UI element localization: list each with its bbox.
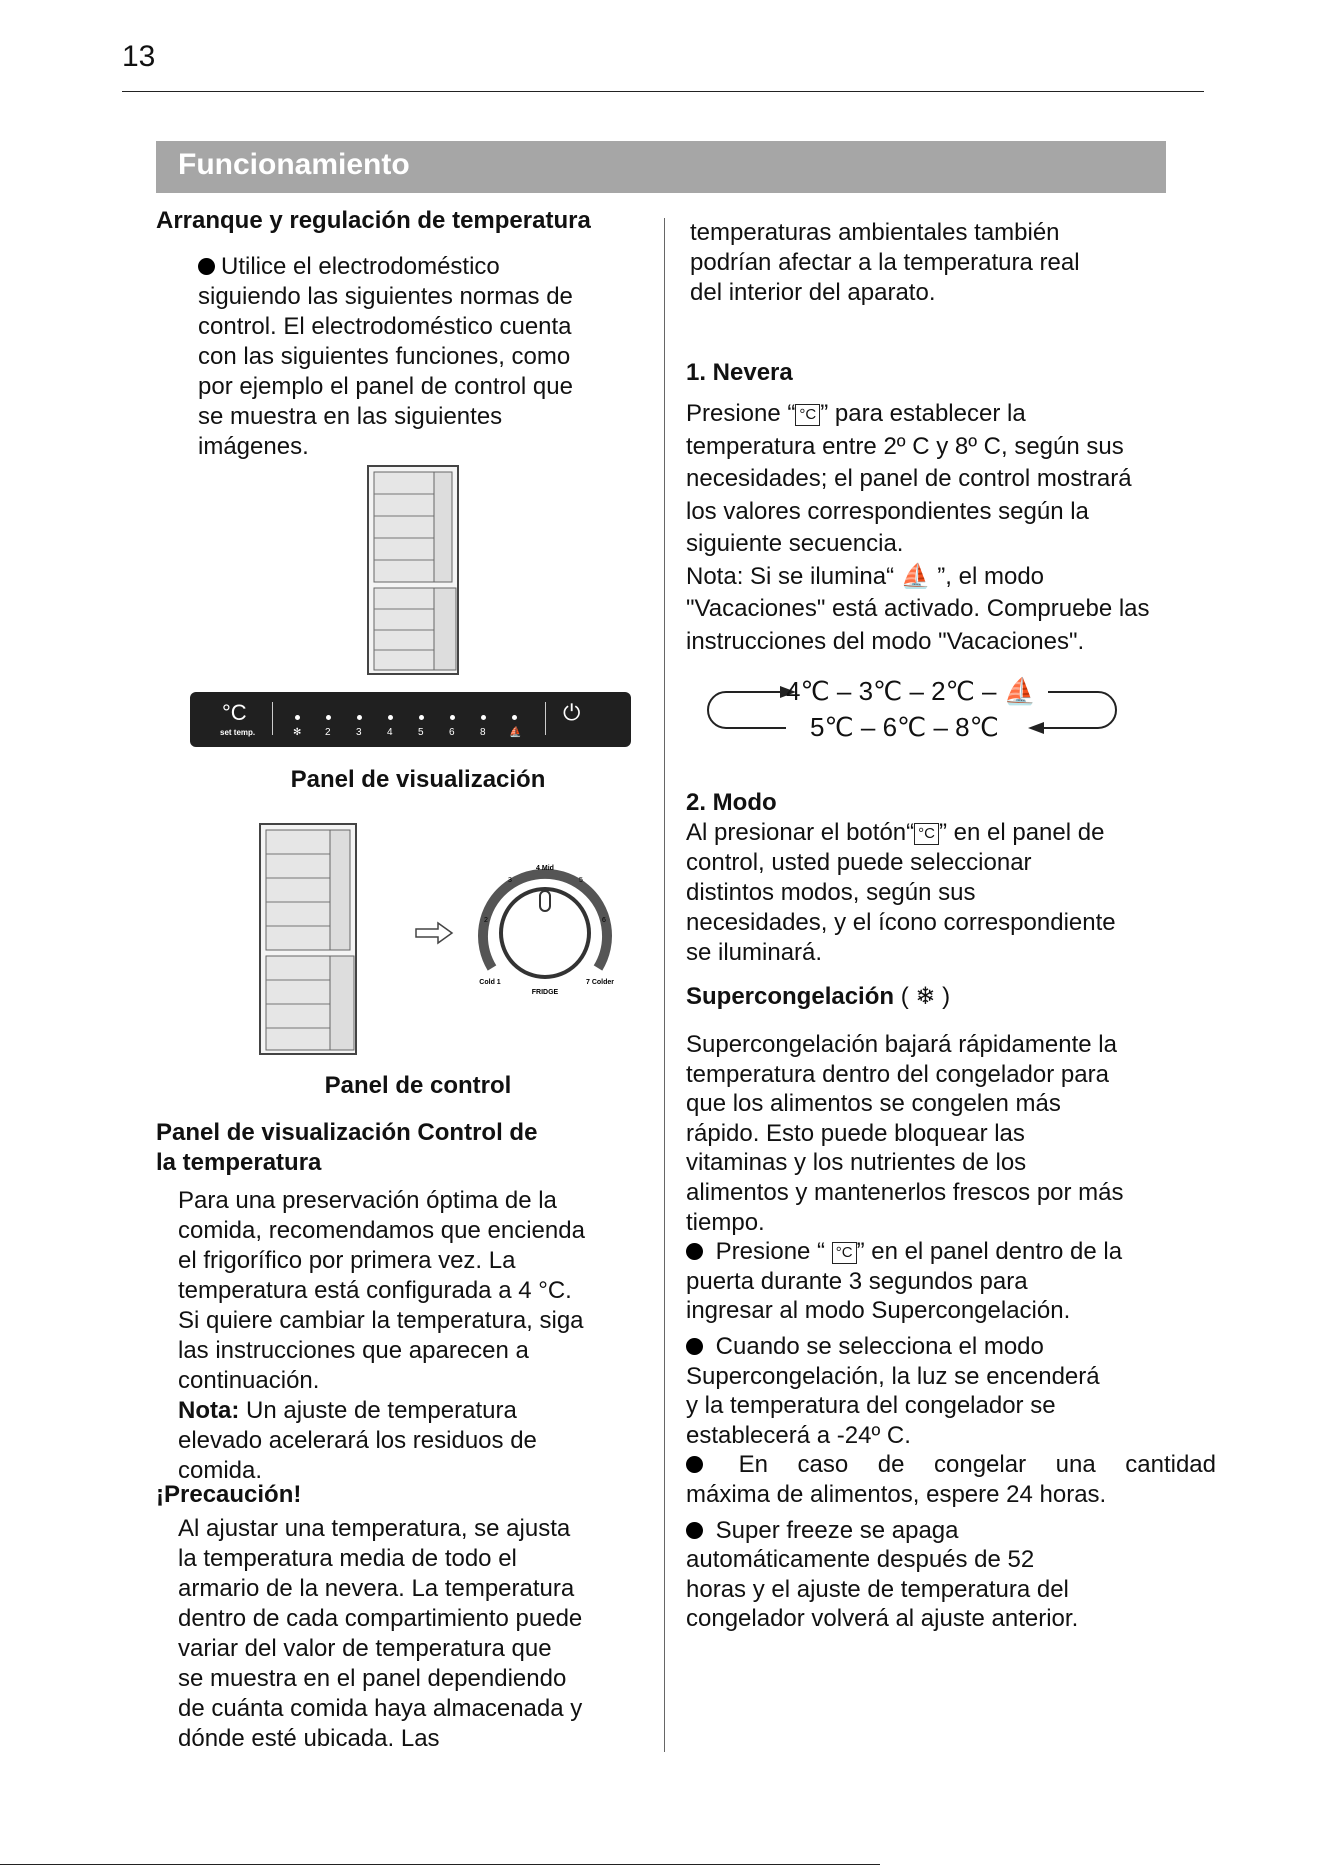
level-label: 6 <box>449 727 455 738</box>
paragraph-precaucion: Al ajustar una temperatura, se ajusta la temperatura media de todo el armario de la nevera. La temperatura dentro de cada compartimiento puede variar del valor de temperatura que se muestra en el panel dependiendo de cuánta comida haya almacenada y dónde esté ubicada. Las <box>178 1515 583 1752</box>
dial-right-label: 7 Colder <box>585 979 615 986</box>
level-label: 8 <box>480 727 486 738</box>
level-label: 4 <box>387 727 393 738</box>
arrow-right-icon <box>414 920 454 946</box>
header-rule <box>122 91 1204 92</box>
section-banner <box>156 141 1166 193</box>
level-label: ✻ <box>293 727 302 738</box>
fridge-illustration-2 <box>256 822 366 1058</box>
dial-left-label: Cold 1 <box>479 979 501 986</box>
level-label: 5 <box>418 727 424 738</box>
dial-tick-5: 5 <box>579 877 583 884</box>
display-panel <box>190 692 631 747</box>
paragraph-nevera: Presione “ °C ” para establecer la temperatura entre 2º C y 8º C, según sus necesidades; el panel de control mostrará los valores correspondientes según la siguiente secuencia. Nota: Si se ilumina“ ⛵ ”, el modo "Vacaciones" está activado. Compruebe las instrucciones del modo "Vacaciones". <box>686 400 1150 655</box>
dial-tick-3: 3 <box>508 877 512 884</box>
caption-control-panel: Panel de control <box>324 1072 512 1099</box>
heading-control-temperatura: Panel de visualización Control de la temperatura <box>156 1119 538 1176</box>
temp-key-icon: °C <box>832 1242 857 1264</box>
intro-paragraph: Utilice el electrodoméstico siguiendo las siguientes normas de control. El electrodoméstico cuenta con las siguientes funciones, como por ejemplo el panel de control que se muestra en las siguientes imágenes. <box>198 253 573 460</box>
section-title: Funcionamiento <box>178 148 410 181</box>
dial-tick-6: 6 <box>602 917 606 924</box>
paragraph-modo: Al presionar el botón“ °C ” en el panel de control, usted puede seleccionar distintos modos, según sus necesidades, y el ícono correspondiente se iluminará. <box>686 819 1116 966</box>
heading-supercongelacion: Supercongelación ( ❄ ) <box>686 983 951 1010</box>
sequence-bottom: 5℃ – 6℃ – 8℃ <box>810 712 999 742</box>
bullet-icon <box>686 1338 703 1355</box>
vacation-icon: ⛵ <box>509 727 522 738</box>
footer-rule <box>0 1864 880 1865</box>
paragraph-continuation: temperaturas ambientales también podrían afectar a la temperatura real del interior del aparato. <box>690 219 1080 306</box>
heading-nevera: 1. Nevera <box>686 359 793 386</box>
level-label: 3 <box>356 727 362 738</box>
temp-key-icon: °C <box>914 823 939 845</box>
caption-display-panel: Panel de visualización <box>290 766 546 793</box>
vacation-icon: ⛵ <box>900 562 931 590</box>
bullet-icon <box>686 1243 703 1260</box>
fridge-illustration <box>364 464 468 678</box>
snowflake-icon: ( ❄ ) <box>900 983 951 1010</box>
temp-key-icon: °C <box>795 404 820 426</box>
temperature-dial <box>470 858 620 1008</box>
dial-bottom-label: FRIDGE <box>531 989 559 996</box>
column-divider <box>664 218 665 1752</box>
set-temp-label: set temp. <box>220 728 256 737</box>
level-label: 2 <box>325 727 331 738</box>
dial-tick-2: 2 <box>484 917 488 924</box>
heading-arranque: Arranque y regulación de temperatura <box>156 207 591 234</box>
sequence-top: 4℃ – 3℃ – 2℃ – ⛵ <box>786 676 1037 706</box>
page-number: 13 <box>122 40 156 73</box>
bullet-icon <box>686 1456 703 1473</box>
heading-precaucion: ¡Precaución! <box>156 1481 302 1508</box>
bullet-icon <box>198 258 215 275</box>
paragraph-supercongelacion: Supercongelación bajará rápidamente la temperatura dentro del congelador para que los alimentos se congelen más rápido. Esto puede bloquear las vitaminas y los nutrientes de los alimentos y mantenerlos frescos por más tiempo. Presione “ °C ” en el panel dentro de la puerta durante 3 segundos para ingresar al modo Supercongelación. Cuando se selecciona el modo Supercongelación, la luz se encenderá y la temperatura del congelador se establecerá a -24º C. En caso de congelar una cantidad máxima de alimentos, espere 24 horas. Super freeze se apaga automáticamente después de 52 horas y el ajuste de temperatura del congelador volverá al ajuste anterior. <box>686 1031 1216 1633</box>
note-label: Nota: <box>178 1397 240 1424</box>
set-temp-button: °C <box>222 700 247 725</box>
paragraph-preservacion: Para una preservación óptima de la comida, recomendamos que encienda el frigorífico por primera vez. La temperatura está configurada a 4 °C. Si quiere cambiar la temperatura, siga las instrucciones que aparecen a continuación. Nota: Un ajuste de temperatura elevado acelerará los residuos de comida. <box>178 1187 585 1484</box>
bullet-icon <box>686 1522 703 1539</box>
heading-modo: 2. Modo <box>686 789 777 816</box>
power-icon: ⏻ <box>563 700 581 725</box>
dial-top-label: 4 Mid <box>536 865 554 872</box>
